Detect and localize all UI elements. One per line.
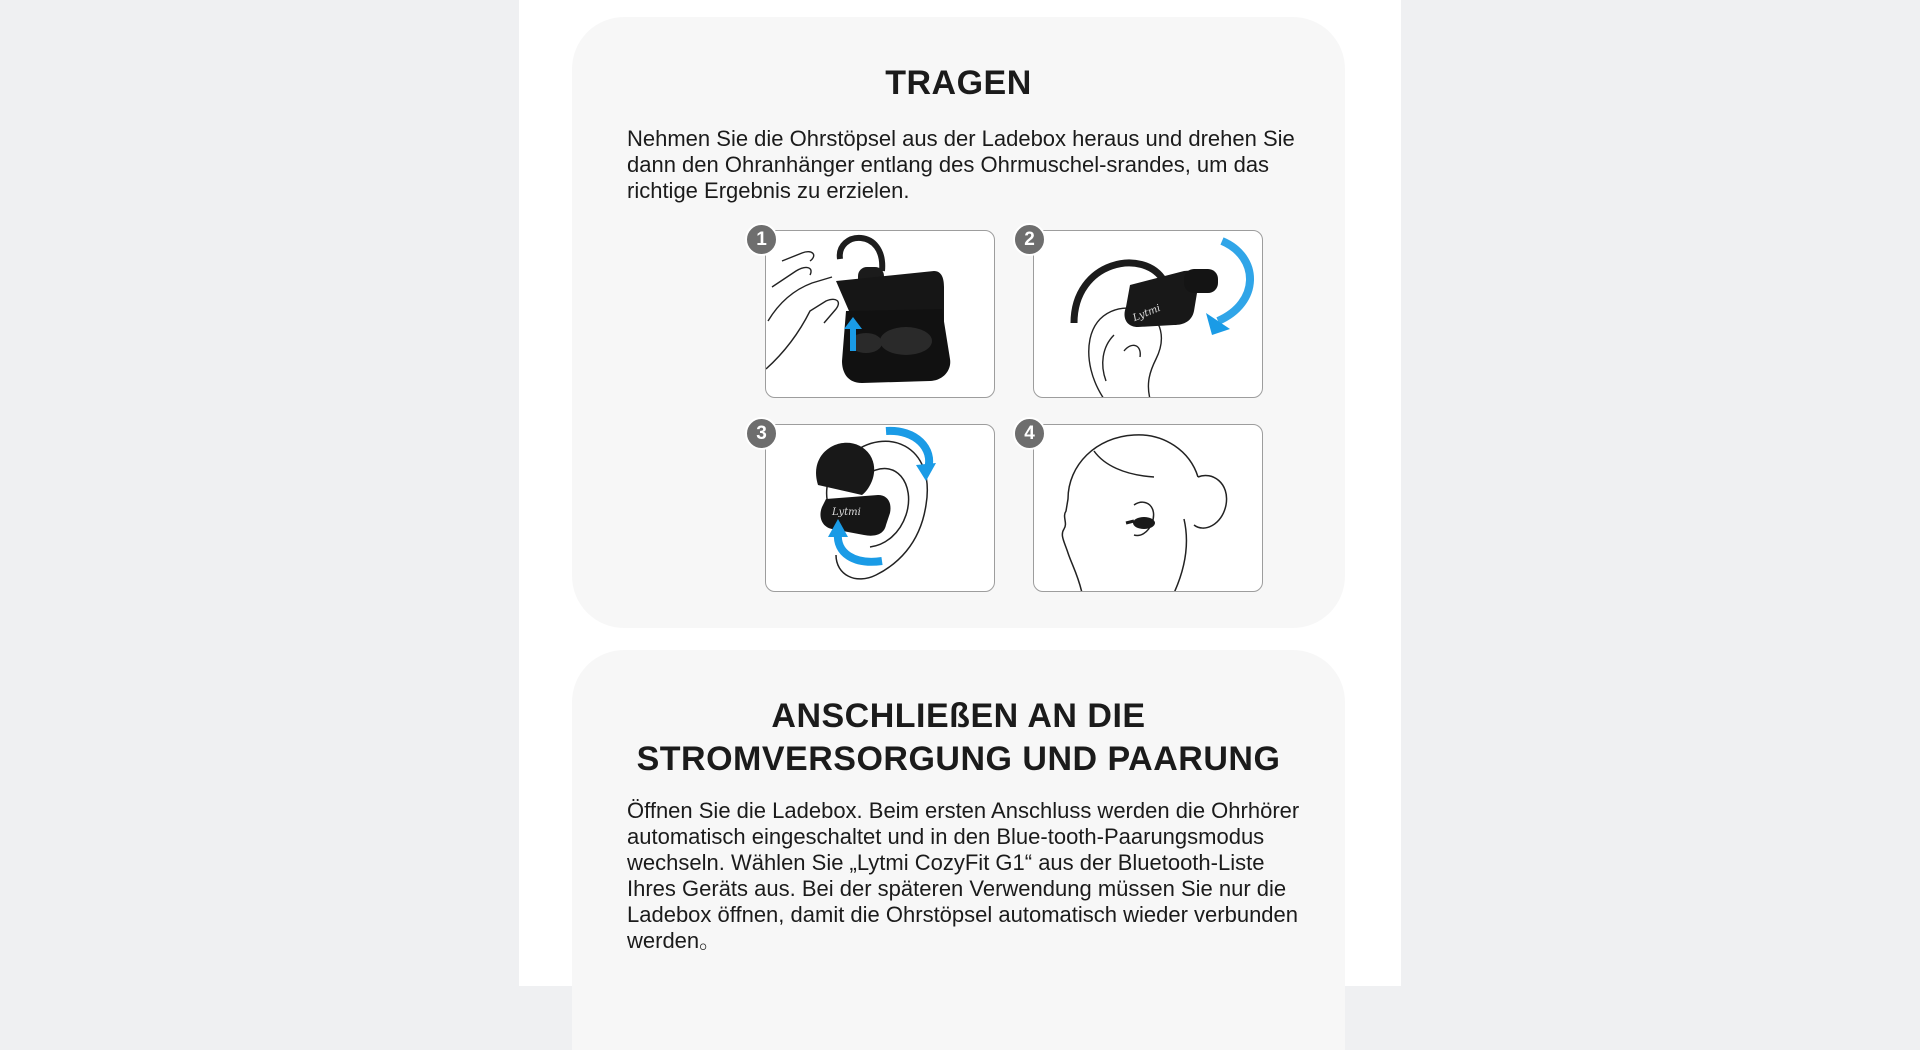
- pairing-section: [572, 650, 1345, 1050]
- wear-title: TRAGEN: [885, 64, 1032, 102]
- content-page: [519, 0, 1401, 986]
- pairing-title: [572, 695, 1345, 781]
- step-2-logo: Lytmi: [1131, 302, 1163, 324]
- step-4-illustration: [1033, 424, 1263, 592]
- step-1-badge: 1: [745, 223, 778, 256]
- step-2-illustration: [1033, 230, 1263, 398]
- step-3-badge: 3: [745, 417, 778, 450]
- step-3-logo: Lytmi: [832, 507, 861, 518]
- pairing-description: Öffnen Sie die Ladebox. Beim ersten Anschluss werden die Ohrhörer automatisch eingeschaltet und in den Blue-tooth-Paarungsmodus wechseln. Wählen Sie „Lytmi CozyFit G1“ aus der Bluetooth-Liste Ihres Geräts aus. Bei der späteren Verwendung müssen Sie nur die Ladebox öffnen, damit die Ohrstöpsel automatisch wieder verbunden werden。: [627, 798, 1300, 953]
- pairing-title-line-2: STROMVERSORGUNG UND PAARUNG: [636, 740, 1281, 778]
- step-1-illustration: [765, 230, 995, 398]
- step-4-badge: 4: [1013, 417, 1046, 450]
- step-3-illustration: [765, 424, 995, 592]
- wear-description: Nehmen Sie die Ohrstöpsel aus der Ladebox heraus und drehen Sie dann den Ohranhänger entlang des Ohrmuschel-srandes, um das richtige Ergebnis zu erzielen.: [627, 126, 1295, 203]
- step-2-badge: 2: [1013, 223, 1046, 256]
- pairing-title-line-1: ANSCHLIEßEN AN DIE: [771, 697, 1146, 735]
- wear-section: [572, 17, 1345, 628]
